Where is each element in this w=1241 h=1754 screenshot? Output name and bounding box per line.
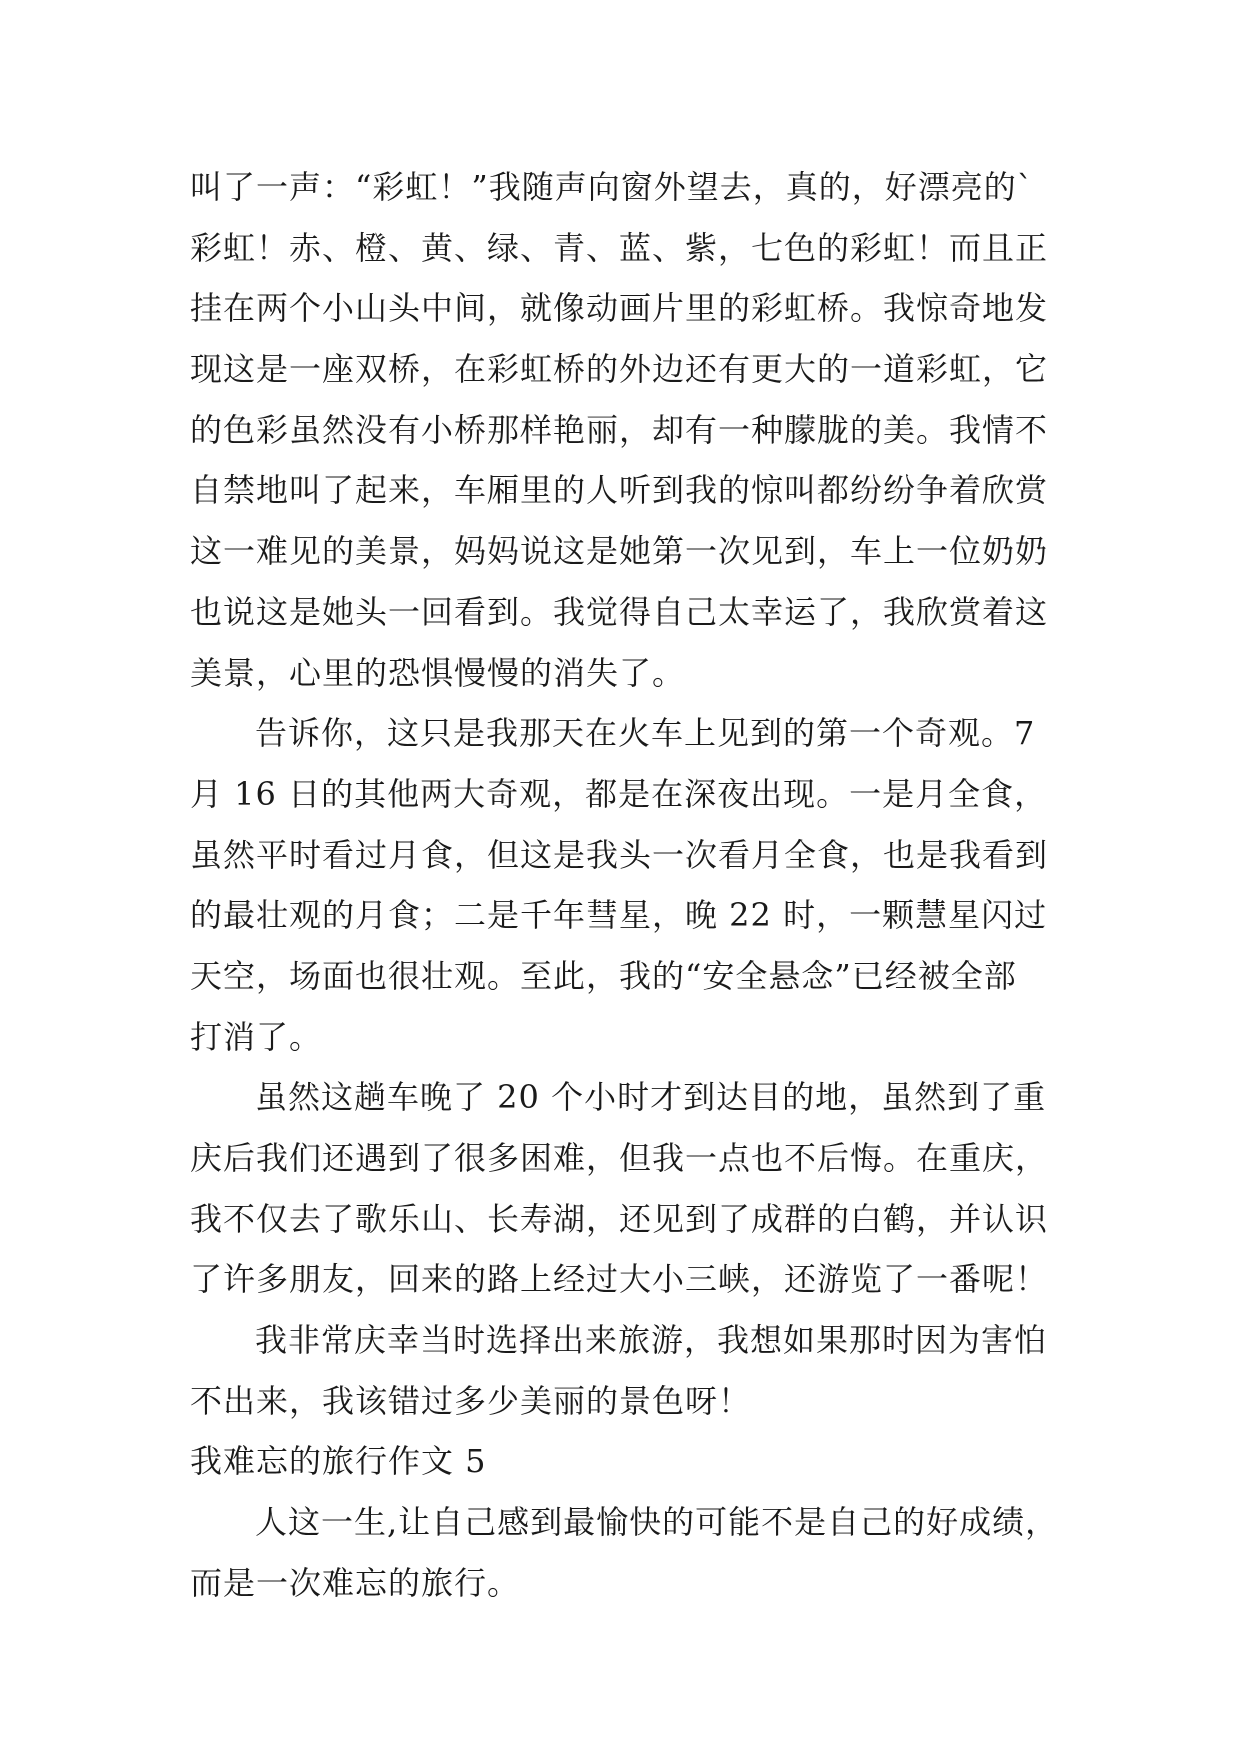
text-line: 的色彩虽然没有小桥那样艳丽，却有一种朦胧的美。我情不: [190, 410, 1049, 449]
text-line: 告诉你，这只是我那天在火车上见到的第一个奇观。7: [255, 714, 1036, 753]
text-line: 挂在两个小山头中间，就像动画片里的彩虹桥。我惊奇地发: [190, 289, 1049, 328]
text-line: 打消了。: [190, 1017, 323, 1056]
text-line: 的最壮观的月食；二是千年彗星，晚 22 时，一颗慧星闪过: [190, 896, 1048, 935]
document-body: [190, 157, 1059, 1614]
text-line: 也说这是她头一回看到。我觉得自己太幸运了，我欣赏着这: [190, 592, 1049, 631]
text-line: 虽然这趟车晚了 20 个小时才到达目的地，虽然到了重: [255, 1078, 1047, 1117]
text-line: 彩虹！赤、橙、黄、绿、青、蓝、紫，七色的彩虹！而且正: [190, 228, 1049, 267]
text-line: 这一难见的美景，妈妈说这是她第一次见到，车上一位奶奶: [190, 532, 1049, 571]
text-line: 庆后我们还遇到了很多困难，但我一点也不后悔。在重庆，: [190, 1139, 1049, 1177]
text-line: 天空，场面也很壮观。至此，我的“安全悬念”已经被全部: [190, 956, 1017, 995]
text-line: 不出来，我该错过多少美丽的景色呀！: [190, 1381, 752, 1420]
text-line: 叫了一声：“彩虹！”我随声向窗外望去，真的，好漂亮的`: [190, 168, 1034, 206]
text-line: 虽然平时看过月食，但这是我头一次看月全食，也是我看到: [190, 835, 1049, 874]
text-line: 我不仅去了歌乐山、长寿湖，还见到了成群的白鹤，并认识: [190, 1199, 1049, 1238]
text-line: 自禁地叫了起来，车厢里的人听到我的惊叫都纷纷争着欣赏: [190, 471, 1049, 510]
text-line: 我难忘的旅行作文 5: [190, 1442, 487, 1481]
text-line: 了许多朋友，回来的路上经过大小三峡，还游览了一番呢！: [190, 1260, 1049, 1299]
text-line: 现这是一座双桥，在彩虹桥的外边还有更大的一道彩虹，它: [190, 350, 1049, 389]
text-line: 人这一生,让自己感到最愉快的可能不是自己的好成绩，: [255, 1503, 1059, 1542]
text-line: 美景，心里的恐惧慢慢的消失了。: [190, 653, 686, 692]
text-line: 月 16 日的其他两大奇观，都是在深夜出现。一是月全食，: [190, 774, 1048, 813]
text-line: 我非常庆幸当时选择出来旅游，我想如果那时因为害怕: [255, 1321, 1048, 1360]
text-line: 而是一次难忘的旅行。: [190, 1563, 521, 1602]
